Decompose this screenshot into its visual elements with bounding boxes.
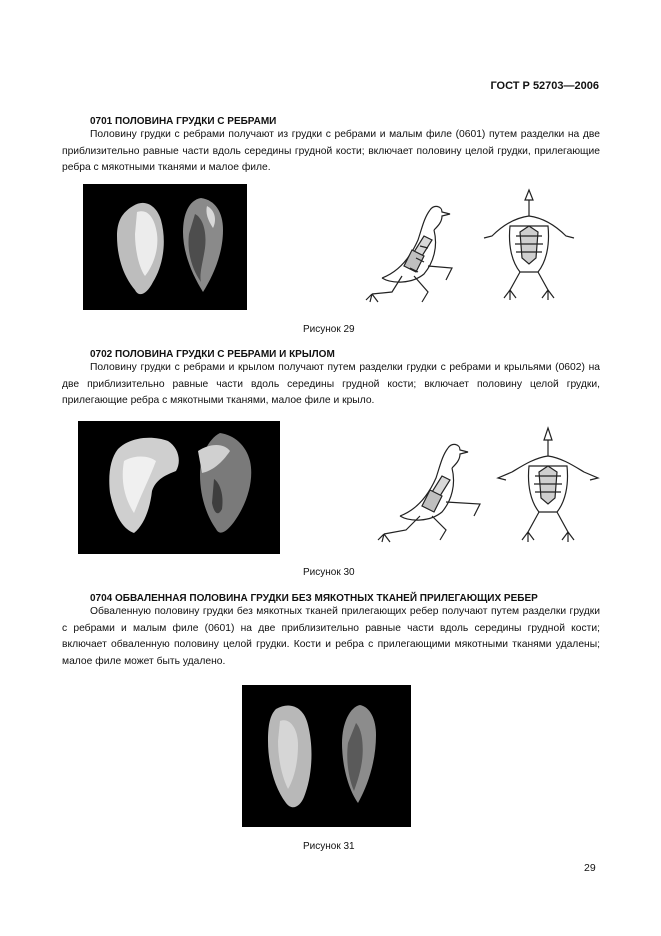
section-text-0701: Половину грудки с ребрами получают из грудки с ребрами и малым филе (0601) путем разделки на две приблизительно равные части вдоль середины грудной кости; включает половину целой грудки, прилегающие ребра с мякотными тканями и малое филе. [62, 129, 600, 173]
figure-30-front-diagram [494, 424, 602, 548]
figure-29-front-diagram [480, 186, 578, 304]
section-text-0702: Половину грудки с ребрами и крылом получают путем разделки грудки с ребрами и крыльями (0602) на две приблизительно равные части вдоль середины грудной кости; включает половину целой грудки, прилегающие ребра с мякотными тканями, малое филе и крыло. [62, 362, 600, 406]
figure-30-side-diagram [370, 436, 488, 544]
section-title-0701: 0701 ПОЛОВИНА ГРУДКИ С РЕБРАМИ [90, 116, 277, 127]
section-title-0702: 0702 ПОЛОВИНА ГРУДКИ С РЕБРАМИ И КРЫЛОМ [90, 349, 335, 360]
figure-29-side-diagram [362, 196, 458, 304]
figure-30-photo [78, 421, 280, 554]
figure-31-photo [242, 685, 411, 827]
figure-29-caption: Рисунок 29 [303, 324, 355, 335]
section-title-0704: 0704 ОБВАЛЕННАЯ ПОЛОВИНА ГРУДКИ БЕЗ МЯКОТНЫХ ТКАНЕЙ ПРИЛЕГАЮЩИХ РЕБЕР [90, 593, 538, 604]
page-number: 29 [584, 862, 596, 874]
figure-30-caption: Рисунок 30 [303, 567, 355, 578]
figure-31-caption: Рисунок 31 [303, 841, 355, 852]
section-text-0704: Обваленную половину грудки без мякотных тканей прилегающих ребер получают путем разделки грудки с ребрами и малым филе (0601) на две приблизительно равные части вдоль середины грудной кости; включает обваленную половину целой грудки. Кости и ребра с прилегающими мякотными тканями удалены; малое филе может быть удалено. [62, 606, 600, 667]
document-header: ГОСТ Р 52703—2006 [490, 80, 599, 92]
figure-29-photo [83, 184, 247, 310]
